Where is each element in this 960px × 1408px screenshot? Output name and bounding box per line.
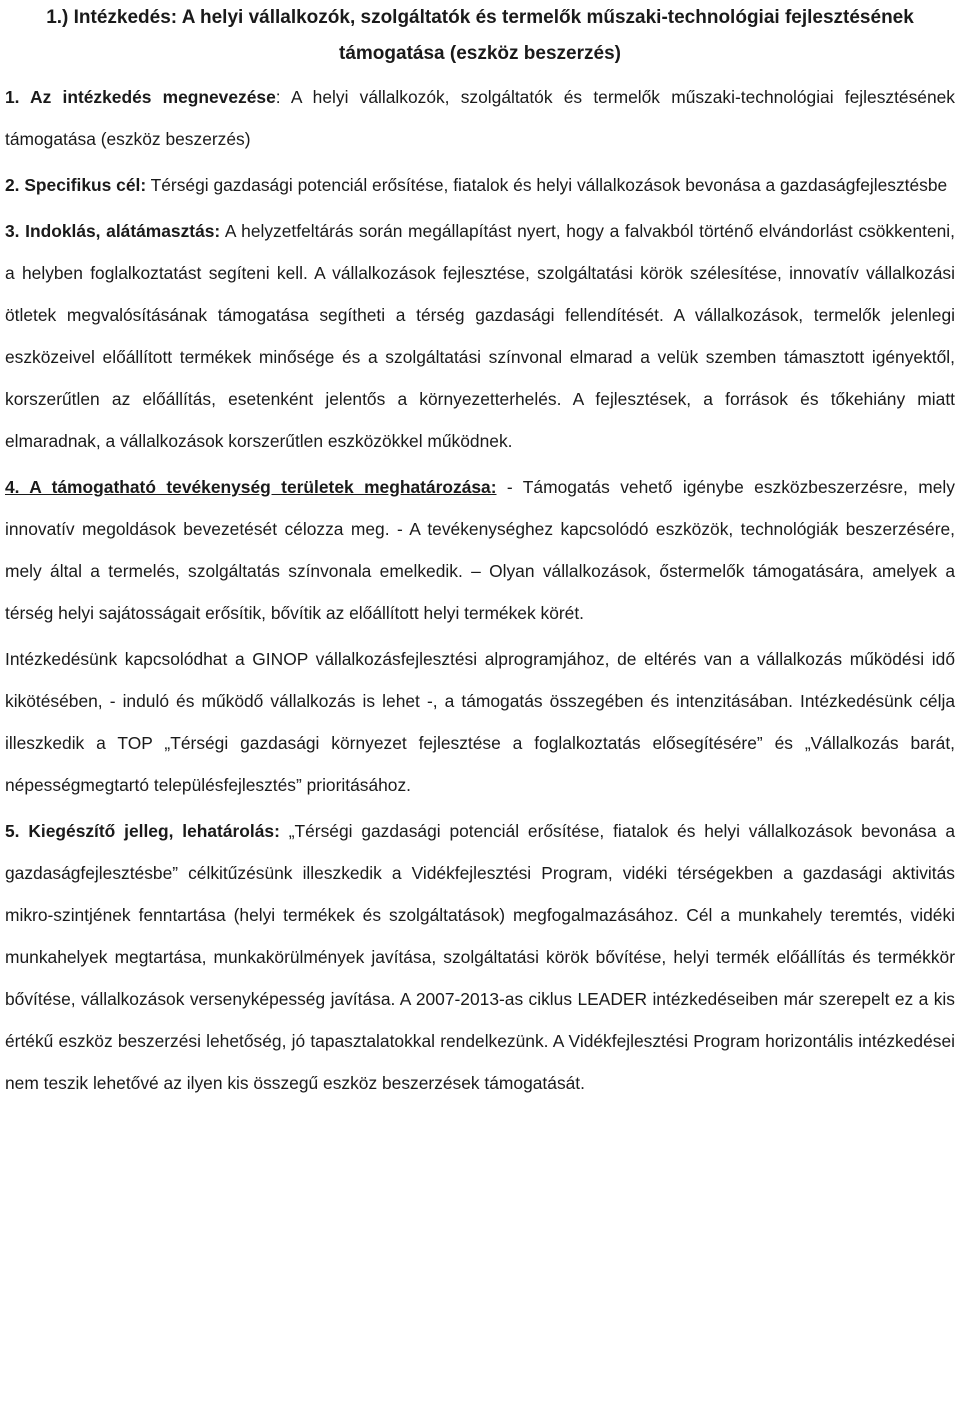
section-4-label: 4. A támogatható tevékenység területek meghatározása:: [5, 477, 497, 497]
section-1-label: 1. Az intézkedés megnevezése: [5, 87, 276, 107]
section-4: [5, 466, 955, 634]
section-5-text: „Térségi gazdasági potenciál erősítése, fiatalok és helyi vállalkozások bevonása a gazdaságfejlesztésbe” célkitűzésünk illeszkedik a Vidékfejlesztési Program, vidéki térségekben a gazdasági aktivitás mikro-szintjének fenntartása (helyi termékek és szolgáltatások) megfogalmazásához. Cél a munkahely teremtés, vidéki munkahelyek megtartása, munkakörülmények javítása, szolgáltatási körök bővítése, helyi termék előállítás és termékkör bővítése, vállalkozások versenyképesség javítása. A 2007-2013-as ciklus LEADER intézkedéseiben már szerepelt ez a kis értékű eszköz beszerzési lehetőség, jó tapasztalatokkal rendelkezünk. A Vidékfejlesztési Program horizontális intézkedései nem teszik lehetővé az ilyen kis összegű eszköz beszerzések támogatását.: [5, 821, 955, 1093]
document-title: 1.) Intézkedés: A helyi vállalkozók, szolgáltatók és termelők műszaki-technológiai fejlesztésének támogatása (eszköz beszerzés): [46, 7, 914, 64]
section-2: [5, 164, 955, 206]
section-2-label: 2. Specifikus cél:: [5, 175, 147, 195]
section-4-text: - Támogatás vehető igénybe eszközbeszerzésre, mely innovatív megoldások bevezetését célozza meg. - A tevékenységhez kapcsolódó eszközök, technológiák beszerzésére, mely által a termelés, szolgáltatás színvonala emelkedik. – Olyan vállalkozások, őstermelők támogatására, amelyek a térség helyi sajátosságait erősítik, bővítik az előállított helyi termékek körét.: [5, 477, 955, 623]
section-2-text: Térségi gazdasági potenciál erősítése, fiatalok és helyi vállalkozások bevonása a gazdaságfejlesztésbe: [146, 175, 948, 195]
section-3-text: A helyzetfeltárás során megállapítást nyert, hogy a falvakból történő elvándorlást csökkenteni, a helyben foglalkoztatást segíteni kell. A vállalkozások fejlesztése, szolgáltatási körök szélesítése, innovatív vállalkozási ötletek megvalósításának támogatása segítheti a térség gazdasági fellendítését. A vállalkozások, termelők jelenlegi eszközeivel előállított termékek minősége és a szolgáltatási színvonal elmarad a velük szemben támasztott igényektől, korszerűtlen az előállítás, esetenként jelentős a környezetterhelés. A fejlesztések, a források és tőkehiány miatt elmaradnak, a vállalkozások korszerűtlen eszközökkel működnek.: [5, 221, 955, 451]
section-3: [5, 210, 955, 462]
section-1: [5, 76, 955, 160]
section-5-label: 5. Kiegészítő jelleg, lehatárolás:: [5, 821, 280, 841]
section-1-text: : A helyi vállalkozók, szolgáltatók és termelők műszaki-technológiai fejlesztésének támogatása (eszköz beszerzés): [5, 87, 955, 149]
ginop-paragraph: Intézkedésünk kapcsolódhat a GINOP vállalkozásfejlesztési alprogramjához, de eltérés van a vállalkozás működési idő kikötésében, - induló és működő vállalkozás is lehet -, a támogatás összegében és intenzitásában. Intézkedésünk célja illeszkedik a TOP „Térségi gazdasági környezet fejlesztése a foglalkoztatás elősegítésére” és „Vállalkozás barát, népességmegtartó településfejlesztés” prioritásához.: [5, 649, 955, 795]
section-3-label: 3. Indoklás, alátámasztás:: [5, 221, 221, 241]
section-5: [5, 810, 955, 1104]
